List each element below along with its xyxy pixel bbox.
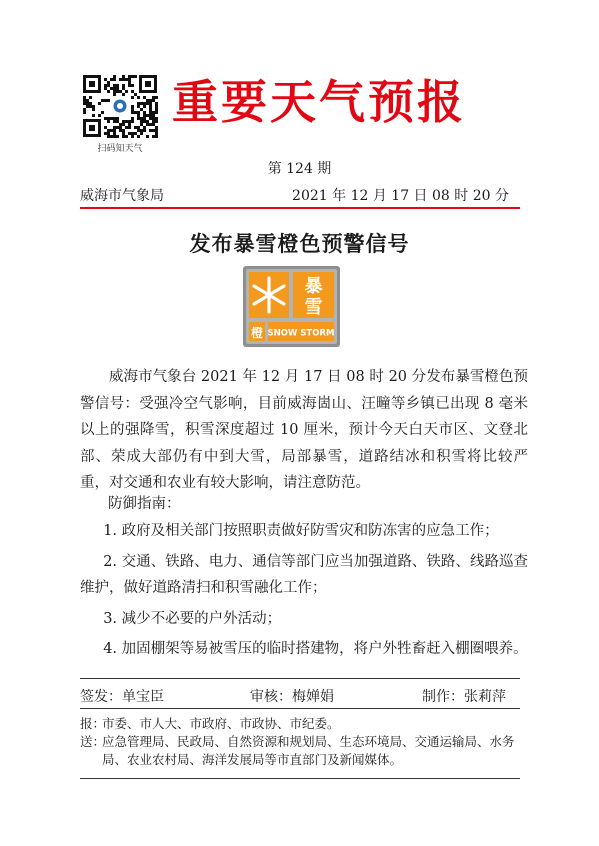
qr-code[interactable] [80, 72, 160, 140]
guide-heading: 防御指南： [108, 496, 181, 512]
issue-number: 第 124 期 [267, 161, 332, 177]
header-divider [80, 207, 520, 209]
issuing-office: 威海市气象局 [80, 188, 164, 204]
masthead-title: 重要天气预报 [172, 75, 466, 129]
guide-item: 3. 减少不必要的户外活动； [103, 610, 282, 627]
issue-datetime: 2021 年 12 月 17 日 08 时 20 分 [292, 188, 509, 204]
document-title: 发布暴雪橙色预警信号 [189, 231, 410, 256]
distribution-list [80, 715, 520, 769]
qr-caption: 扫码知天气 [97, 144, 143, 154]
send-to-line [80, 733, 520, 769]
report-label: 报： [80, 716, 106, 731]
send-label: 送： [80, 734, 106, 749]
guide-item: 2. 交通、铁路、电力、通信等部门应当加强道路、铁路、线路巡查维护，做好道路清扫和积雪融化工作； [80, 553, 528, 596]
guide-item: 1. 政府及相关部门按照职责做好防雪灾和防冻害的应急工作； [103, 523, 499, 539]
signal-level: 橙 [250, 326, 264, 340]
defense-guide-list [80, 518, 528, 667]
report-to-line [80, 715, 520, 733]
reviewer-signature: 审核：梅婵娟 [250, 689, 334, 705]
report-recipients: 市委、市人大、市政府、市政协、市纪委。 [102, 716, 340, 731]
signature-bottom-divider [80, 708, 520, 709]
distribution-bottom-divider [80, 778, 520, 779]
issuer-signature: 签发：单宝臣 [80, 689, 164, 705]
warning-body: 威海市气象台 2021 年 12 月 17 日 08 时 20 分发布暴雪橙色预警信号：受强冷空气影响，目前威海崮山、汪疃等乡镇已出现 8 毫米以上的强降雪，积雪深度超过 10 厘米，预计今天白天市区、文登北部、荣成大部仍有中到大雪，局部暴雪，道路结冰和积雪将比较严重，对交通和农业有较大影响，请注意防范。 [80, 369, 528, 491]
signal-caption: SNOW STORM [267, 328, 335, 339]
signal-glyph-bottom: 雪 [304, 297, 323, 318]
snowstorm-orange-warning-icon [243, 266, 340, 347]
guide-item: 4. 加固棚架等易被雪压的临时搭建物，将户外牲畜赶入棚圈喂养。 [103, 641, 528, 657]
producer-signature: 制作：张莉萍 [422, 689, 506, 705]
signal-glyph-top: 暴 [304, 276, 323, 297]
signature-top-divider [80, 678, 520, 679]
send-recipients: 应急管理局、民政局、自然资源和规划局、生态环境局、交通运输局、水务局、农业农村局、海洋发展局等市直部门及新闻媒体。 [102, 734, 515, 767]
qr-code-image [80, 72, 160, 140]
